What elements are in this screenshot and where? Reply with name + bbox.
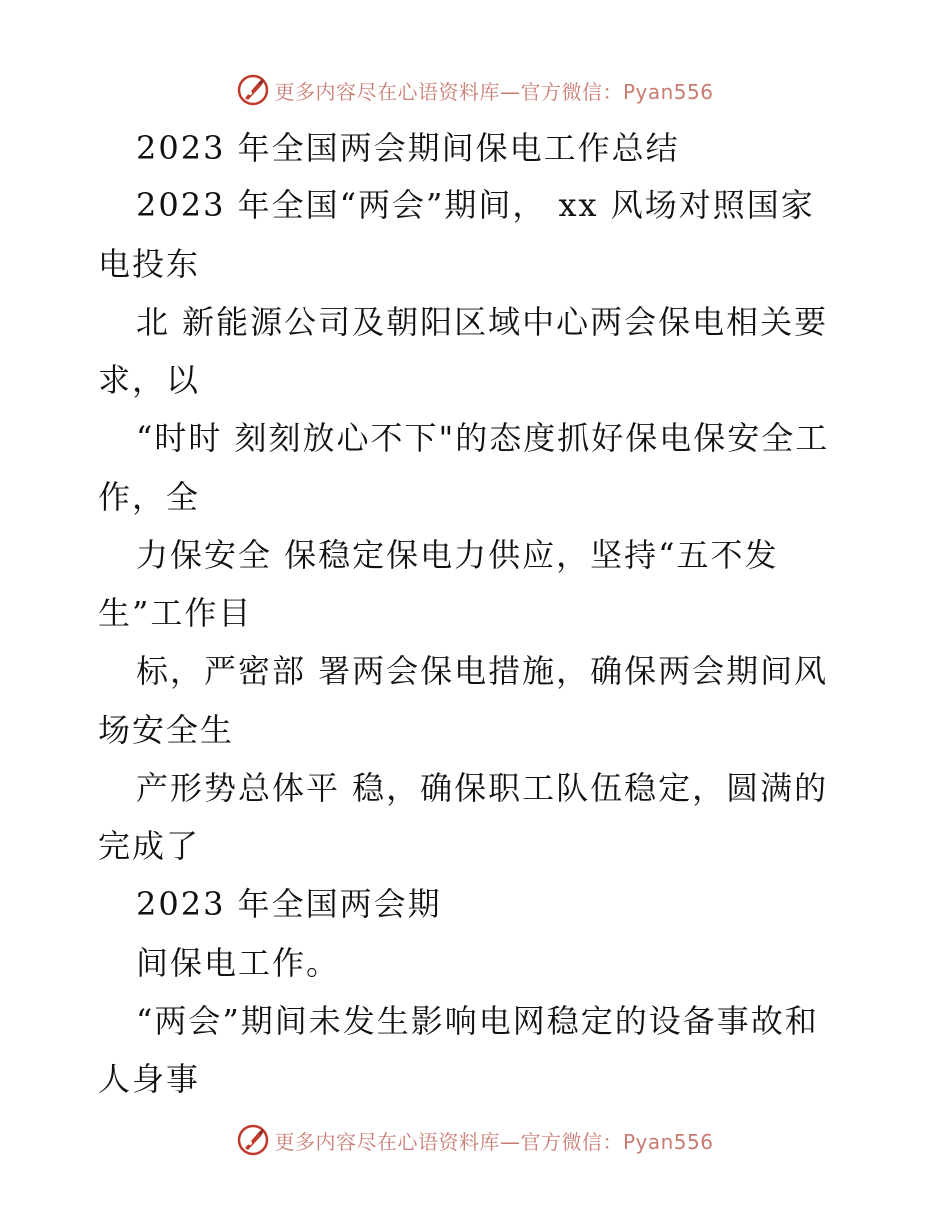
paragraph-line: 标，严密部 署两会保电措施，确保两会期间风 <box>136 652 829 690</box>
paragraph-line: 北 新能源公司及朝阳区域中心两会保电相关要 <box>136 303 829 341</box>
watermark-header <box>0 70 950 110</box>
watermark-text: 更多内容尽在心语资料库—官方微信：Pyan556 <box>274 79 714 104</box>
paragraph-line: 作，全 <box>98 478 201 516</box>
paragraph-line: “时时 刻刻放心不下"的态度抓好保电保安全工 <box>136 419 830 457</box>
paragraph-line: 场安全生 <box>98 711 235 749</box>
paragraph-line: 2023 年全国两会期 <box>136 885 442 923</box>
document-title: 2023 年全国两会期间保电工作总结 <box>136 129 680 167</box>
paragraph-line: 2023 年全国“两会”期间， xx 风场对照国家 <box>136 186 815 224</box>
watermark-text: 更多内容尽在心语资料库—官方微信：Pyan556 <box>274 1129 714 1154</box>
paragraph-line: 求，以 <box>98 361 201 399</box>
paragraph-line: 力保安全 保稳定保电力供应，坚持“五不发 <box>136 536 779 574</box>
paragraph-line: “两会”期间未发生影响电网稳定的设备事故和 <box>136 1002 819 1040</box>
pen-logo-icon <box>236 1123 270 1157</box>
watermark-footer <box>0 1120 950 1160</box>
paragraph-line: 生”工作目 <box>98 594 253 632</box>
paragraph-line: 电投东 <box>98 245 201 283</box>
paragraph-line: 产形势总体平 稳，确保职工队伍稳定，圆满的 <box>136 769 829 807</box>
paragraph-line: 间保电工作。 <box>136 944 341 982</box>
pen-logo-icon <box>236 73 270 107</box>
paragraph-line: 人身事 <box>98 1060 201 1098</box>
paragraph-line: 完成了 <box>98 827 201 865</box>
